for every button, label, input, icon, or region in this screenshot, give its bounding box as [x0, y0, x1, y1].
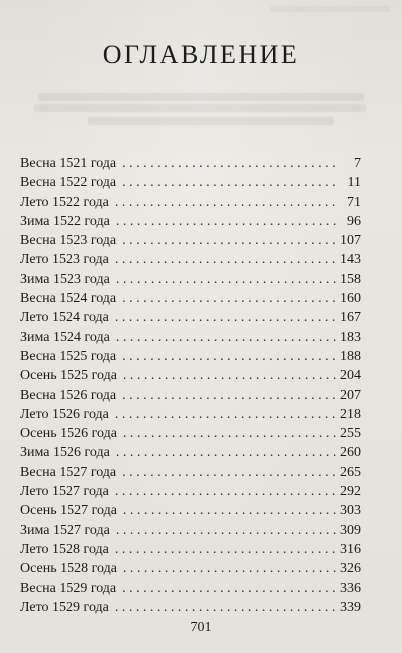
toc-entry-label: Весна 1525 года [20, 348, 117, 364]
dot-leader [122, 173, 339, 192]
dot-leader [115, 540, 336, 559]
toc-entry-label: Зима 1523 года [20, 271, 110, 287]
toc-entry-page: 143 [340, 252, 361, 268]
toc-entry-label: Зима 1527 года [20, 522, 110, 538]
dot-leader [122, 463, 336, 482]
toc-entry [20, 482, 361, 501]
toc-entry [20, 193, 361, 212]
dot-leader [115, 250, 336, 269]
dot-leader [116, 443, 336, 462]
toc-entry-label: Лето 1527 года [20, 484, 109, 500]
toc-entry [20, 443, 361, 462]
toc-entry [20, 386, 361, 405]
dot-leader [123, 559, 336, 578]
toc-entry-page: 265 [340, 464, 361, 480]
toc-entry-page: 71 [347, 194, 361, 210]
toc-entry-page: 303 [340, 503, 361, 519]
toc-entry-page: 96 [347, 213, 361, 229]
toc-entry [20, 463, 361, 482]
toc-entry-page: 167 [340, 310, 361, 326]
toc-entry [20, 424, 361, 443]
toc-entry-label: Весна 1521 года [20, 156, 117, 171]
toc-entry-page: 107 [340, 233, 361, 249]
dot-leader [115, 405, 336, 424]
dot-leader [122, 579, 336, 598]
dot-leader [115, 193, 339, 212]
toc-entry-label: Весна 1529 года [20, 580, 117, 596]
toc-entry-label: Лето 1523 года [20, 252, 109, 268]
dot-leader [116, 270, 336, 289]
dot-leader [122, 386, 336, 405]
toc-entry-page: 207 [340, 387, 361, 403]
dot-leader [116, 212, 339, 231]
toc-entry [20, 308, 361, 327]
dot-leader [115, 598, 336, 617]
toc-entry-page: 260 [340, 445, 361, 461]
toc-entry-page: 11 [347, 175, 361, 191]
toc-entry [20, 521, 361, 540]
toc-entry-page: 339 [340, 599, 361, 615]
dot-leader [122, 154, 339, 173]
dot-leader [116, 328, 336, 347]
toc-entry-label: Зима 1526 года [20, 445, 110, 461]
toc-entry-label: Весна 1522 года [20, 175, 117, 191]
ghost-line [34, 104, 366, 112]
dot-leader [122, 347, 336, 366]
dot-leader [122, 231, 336, 250]
toc-entry [20, 579, 361, 598]
toc-entry-label: Лето 1529 года [20, 599, 109, 615]
toc-entry-label: Весна 1527 года [20, 464, 117, 480]
toc-entry-page: 183 [340, 329, 361, 345]
toc-entry-page: 336 [340, 580, 361, 596]
toc-entry [20, 212, 361, 231]
toc-entry-page: 158 [340, 271, 361, 287]
dot-leader [123, 366, 336, 385]
ghost-line [270, 6, 390, 12]
page-number: 701 [190, 620, 212, 635]
toc-entry-label: Лето 1526 года [20, 406, 109, 422]
toc-entry-label: Осень 1528 года [20, 561, 117, 577]
toc-entry [20, 173, 361, 192]
toc-entry [20, 289, 361, 308]
toc-entry [20, 231, 361, 250]
toc-entry-page: 292 [340, 484, 361, 500]
toc-entry-label: Осень 1527 года [20, 503, 117, 519]
toc-entry-page: 218 [340, 406, 361, 422]
toc-entry-label: Лето 1528 года [20, 541, 109, 557]
page-title: ОГЛАВЛЕНИЕ [102, 40, 300, 69]
dot-leader [123, 501, 336, 520]
table-of-contents [20, 154, 361, 617]
toc-entry [20, 405, 361, 424]
toc-entry-page: 160 [340, 291, 361, 307]
toc-entry-page: 309 [340, 522, 361, 538]
toc-entry [20, 540, 361, 559]
toc-entry-label: Осень 1525 года [20, 368, 117, 384]
toc-entry-page: 7 [354, 156, 361, 171]
toc-entry [20, 366, 361, 385]
toc-entry-label: Весна 1526 года [20, 387, 117, 403]
toc-entry-page: 188 [340, 348, 361, 364]
toc-entry-page: 255 [340, 426, 361, 442]
toc-entry-label: Зима 1524 года [20, 329, 110, 345]
dot-leader [116, 521, 336, 540]
ghost-line [88, 117, 334, 125]
toc-entry-label: Весна 1523 года [20, 233, 117, 249]
toc-entry-page: 316 [340, 541, 361, 557]
toc-entry [20, 559, 361, 578]
dot-leader [115, 482, 336, 501]
dot-leader [123, 424, 336, 443]
bleed-through-text [0, 0, 402, 150]
toc-entry [20, 328, 361, 347]
toc-entry [20, 347, 361, 366]
toc-entry [20, 154, 361, 173]
dot-leader [115, 308, 336, 327]
toc-entry [20, 270, 361, 289]
toc-entry-label: Лето 1522 года [20, 194, 109, 210]
toc-entry-label: Весна 1524 года [20, 291, 117, 307]
ghost-line [38, 93, 364, 101]
toc-entry [20, 598, 361, 617]
toc-entry-page: 326 [340, 561, 361, 577]
toc-entry-page: 204 [340, 368, 361, 384]
dot-leader [122, 289, 336, 308]
toc-entry-label: Осень 1526 года [20, 426, 117, 442]
toc-entry-label: Зима 1522 года [20, 213, 110, 229]
toc-entry-label: Лето 1524 года [20, 310, 109, 326]
toc-entry [20, 250, 361, 269]
toc-entry [20, 501, 361, 520]
